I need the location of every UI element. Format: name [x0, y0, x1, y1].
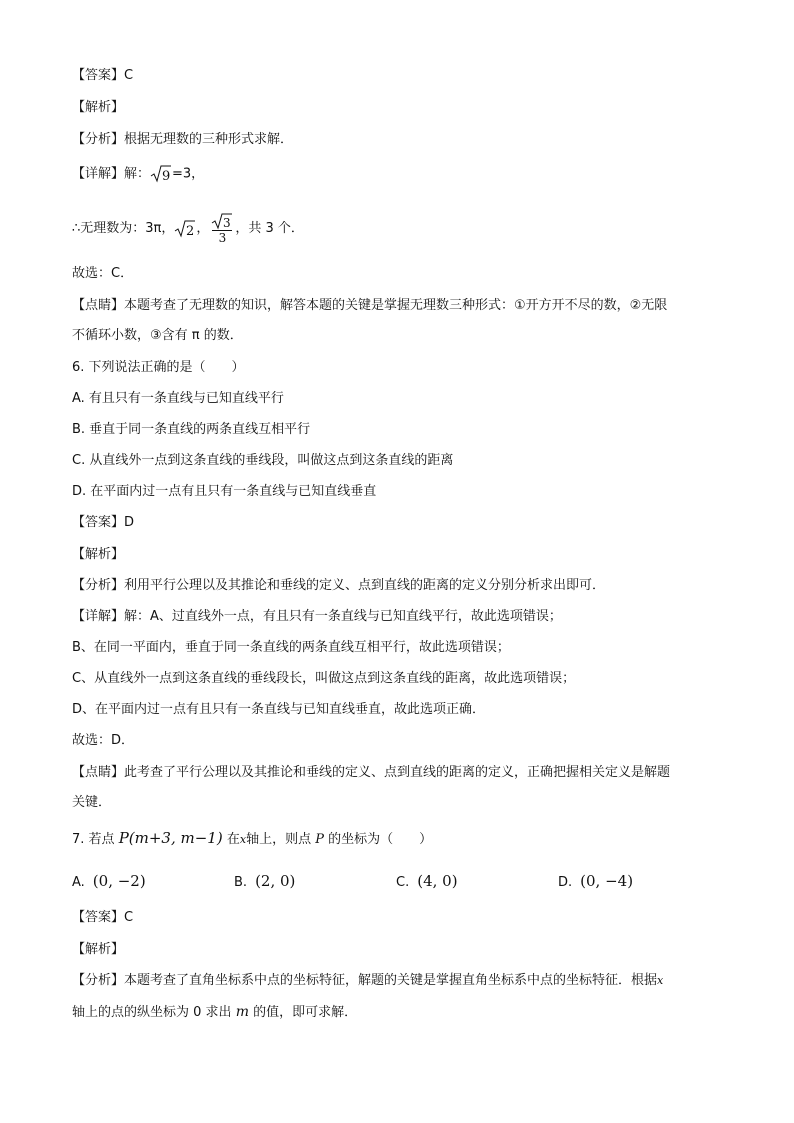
q7-option-d: [558, 870, 633, 894]
q7-option-b-label: B.: [234, 875, 248, 890]
q6-option-a: A. 有且只有一条直线与已知直线平行: [72, 391, 284, 406]
sqrt3-over-3-fraction: [211, 212, 233, 245]
q5-wuli: [72, 212, 304, 245]
q6-guxuan: 故选：D．: [72, 733, 135, 748]
q5-answer: 【答案】C: [72, 68, 134, 83]
q7-stem-part4: 的坐标为（ ）: [328, 832, 433, 847]
q6-detail-2: B、在同一平面内，垂直于同一条直线的两条直线互相平行，故此选项错误；: [72, 640, 510, 655]
sqrt-3-symbol: [211, 212, 233, 230]
svg-text:2: 2: [186, 223, 195, 239]
q7-option-a: [72, 870, 146, 894]
q7-stem-part3: 轴上，则点: [246, 832, 312, 847]
q6-option-c: C. 从直线外一点到这条直线的垂线段，叫做这点到这条直线的距离: [72, 453, 454, 468]
q5-xiangjie: [72, 164, 204, 185]
q7-jiexi: 【解析】: [72, 942, 125, 957]
q7-fenxi-x: x: [657, 974, 664, 987]
q5-gong: ，共 3 个．: [235, 221, 304, 236]
q7-fenxi-text2a: 轴上的点的纵坐标为 0 求出: [72, 1005, 232, 1020]
q7-fenxi-m: m: [235, 1004, 249, 1020]
q7-option-c-value: (4, 0): [417, 872, 458, 890]
q7-stem-part2: 在: [226, 832, 240, 847]
q6-dianjing-line2: 关键．: [72, 795, 112, 810]
q7-option-d-value: (0, −4): [580, 872, 634, 890]
q7-option-c: [396, 870, 458, 894]
q6-option-d: D. 在平面内过一点有且只有一条直线与已知直线垂直: [72, 484, 377, 499]
q6-detail-3: C、从直线外一点到这条直线的垂线段长，叫做这点到这条直线的距离，故此选项错误；: [72, 671, 576, 686]
q6-detail-1: 【详解】解：A、过直线外一点，有且只有一条直线与已知直线平行，故此选项错误；: [72, 609, 562, 624]
q7-stem: [72, 828, 432, 850]
q7-fenxi-line2: [72, 1002, 357, 1023]
q7-option-b: [234, 870, 295, 894]
q6-option-b: B. 垂直于同一条直线的两条直线互相平行: [72, 422, 311, 437]
svg-text:9: 9: [162, 169, 171, 184]
q6-stem: 6. 下列说法正确的是（ ）: [72, 360, 245, 375]
q6-answer: 【答案】D: [72, 515, 135, 530]
q6-jiexi: 【解析】: [72, 547, 125, 562]
q5-sqrt9-result: =3，: [172, 166, 205, 182]
q7-option-d-label: D.: [558, 875, 573, 890]
q6-detail-4: D、在平面内过一点有且只有一条直线与已知直线垂直，故此选项正确．: [72, 702, 486, 717]
q7-fenxi-line1: [72, 971, 663, 991]
q7-option-a-label: A.: [72, 875, 85, 890]
q5-guxuan: 故选：C．: [72, 266, 134, 281]
q5-jiexi: 【解析】: [72, 100, 125, 115]
q7-option-a-value: (0, −2): [92, 872, 146, 890]
q7-point-expression: P(m+3, m−1): [118, 829, 223, 847]
q5-dianjing-line2: 不循环小数，③含有 π 的数．: [72, 328, 243, 343]
q5-dianjing-line1: 【点睛】本题考查了无理数的知识，解答本题的关键是掌握无理数三种形式：①开方开不尽的数，②无限: [72, 298, 668, 313]
q5-xiangjie-prefix: 【详解】解：: [72, 166, 151, 182]
sqrt-2-symbol: [174, 219, 196, 239]
svg-text:3: 3: [223, 216, 232, 230]
q7-options: [72, 870, 722, 894]
q7-fenxi-text1: 【分析】本题考查了直角坐标系中点的坐标特征，解题的关键是掌握直角坐标系中点的坐标特征．根据: [72, 973, 658, 988]
q7-stem-x: x: [239, 833, 247, 846]
q5-sep: ，: [196, 221, 210, 236]
q7-answer: 【答案】C: [72, 910, 134, 925]
q7-option-b-value: (2, 0): [255, 872, 296, 890]
q7-stem-part1: 7. 若点: [72, 832, 115, 847]
q7-option-c-label: C.: [396, 875, 410, 890]
q6-dianjing-line1: 【点睛】此考查了平行公理以及其推论和垂线的定义、点到直线的距离的定义，正确把握相关定义是解题: [72, 765, 671, 780]
sqrt-9-symbol: [150, 164, 172, 184]
q7-fenxi-text2b: 的值，即可求解．: [253, 1005, 358, 1020]
fraction-denominator: 3: [218, 231, 227, 245]
q5-wuli-prefix: ∴无理数为：3π，: [72, 221, 175, 236]
q7-stem-p: P: [315, 832, 324, 847]
q6-fenxi: 【分析】利用平行公理以及其推论和垂线的定义、点到直线的距离的定义分别分析求出即可．: [72, 578, 606, 593]
q5-fenxi: 【分析】根据无理数的三种形式求解．: [72, 132, 294, 147]
